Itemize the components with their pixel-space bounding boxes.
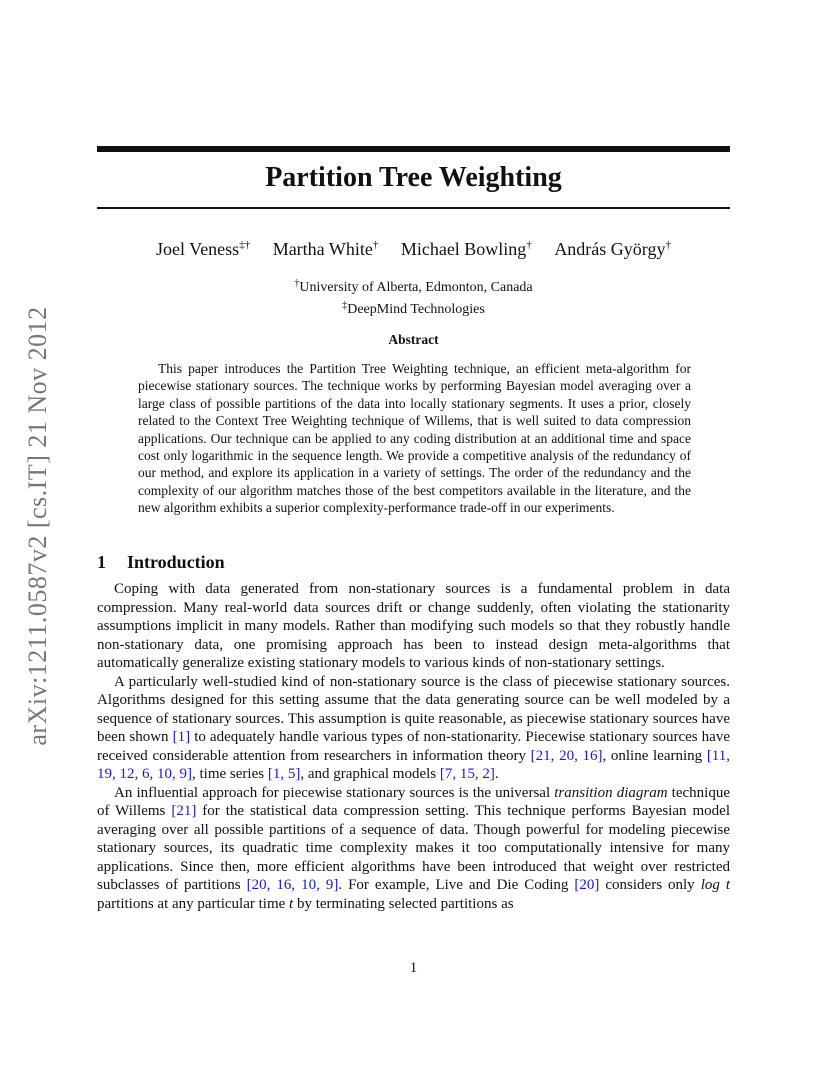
- emphasis: transition diagram: [554, 784, 668, 801]
- affiliation: ‡DeepMind Technologies: [342, 300, 485, 317]
- citation-link[interactable]: [7, 15, 2]: [439, 766, 495, 782]
- author: Michael Bowling†: [400, 239, 532, 259]
- page-number: 1: [409, 960, 418, 976]
- abstract-heading: Abstract: [388, 332, 439, 347]
- title-rule-top: [97, 146, 730, 152]
- citation-link[interactable]: [21, 20, 16]: [530, 747, 603, 764]
- citation-link[interactable]: [1]: [172, 729, 191, 745]
- author-list: [97, 233, 730, 261]
- author: Martha White†: [272, 239, 379, 259]
- abstract-body: This paper introduces the Partition Tree Weighting technique, an efficient meta-algorithm for piecewise stationary sources. The technique works by performing Bayesian model averaging over a large class of possible partitions of the data into locally stationary segments. It uses a prior, closely related to the Context Tree Weighting technique of Willems, that is well suited to data compression applications. Our technique can be applied to any coding distribution at an additional time and space cost only logarithmic in the sequence length. We provide a competitive analysis of the redundancy of our method, and explore its application in a variety of settings. The order of the redundancy and the complexity of our algorithm matches those of the best competitors available in the literature, and the new algorithm exhibits a superior complexity-performance trade-off in our experiments.: [138, 361, 691, 516]
- paragraph: An influential approach for piecewise stationary sources is the universal transition diagram technique of Willems [21] for the statistical data compression setting. This technique performs Bayesian model averaging over all possible partitions of a sequence of data. Though powerful for modeling piecewise stationary sources, its quadratic time complexity makes it too computationally intensive for many applications. Since then, more efficient algorithms have been introduced that weight over restricted subclasses of partitions [20, 16, 10, 9]. For example, Live and Die Coding [20] considers only log t partitions at any particular time t by terminating selected partitions as: [97, 784, 731, 912]
- citation-link[interactable]: [20]: [574, 877, 600, 893]
- section-number: 1: [97, 552, 106, 572]
- math-expression: log t: [700, 877, 731, 893]
- citation-link[interactable]: [1, 5]: [267, 766, 301, 782]
- affiliation: †University of Alberta, Edmonton, Canada: [294, 278, 533, 295]
- introduction-body: [97, 580, 730, 913]
- arxiv-sidebar-stamp: [20, 296, 56, 756]
- section-heading: [97, 550, 225, 574]
- title-rule-bottom: [97, 207, 730, 209]
- citation-link[interactable]: [20, 16, 10, 9]: [246, 877, 339, 893]
- paragraph: Coping with data generated from non-stationary sources is a fundamental problem in data compression. Many real-world data sources drift or change suddenly, often violating the stationarity assumptions implicit in many models. Rather than modifying such models so that they robustly handle non-stationary data, one promising approach has been to instead design meta-algorithms that automatically generalize existing stationary models to various kinds of non-stationary settings.: [97, 581, 730, 671]
- citation-link[interactable]: [21]: [171, 803, 197, 819]
- paper-title: Partition Tree Weighting: [265, 162, 562, 193]
- citation-link[interactable]: [11, 19, 12, 6, 10, 9]: [97, 747, 731, 782]
- math-expression: t: [289, 895, 294, 912]
- arxiv-identifier: arXiv:1211.0587v2 [cs.IT] 21 Nov 2012: [23, 306, 52, 746]
- section-title: Introduction: [127, 552, 225, 572]
- paragraph: A particularly well-studied kind of non-stationary source is the class of piecewise stationary sources. Algorithms designed for this setting assume that the data generating source can be well modeled by a sequence of stationary sources. This assumption is quite reasonable, as piecewise stationary sources have been shown [1] to adequately handle various types of non-stationarity. Piecewise stationary sources have received considerable attention from researchers in information theory [21, 20, 16], online learning [11, 19, 12, 6, 10, 9], time series [1, 5], and graphical models [7, 15, 2].: [97, 673, 731, 782]
- affiliations: [97, 275, 730, 319]
- author: András György†: [554, 239, 671, 259]
- author: Joel Veness‡†: [156, 239, 251, 259]
